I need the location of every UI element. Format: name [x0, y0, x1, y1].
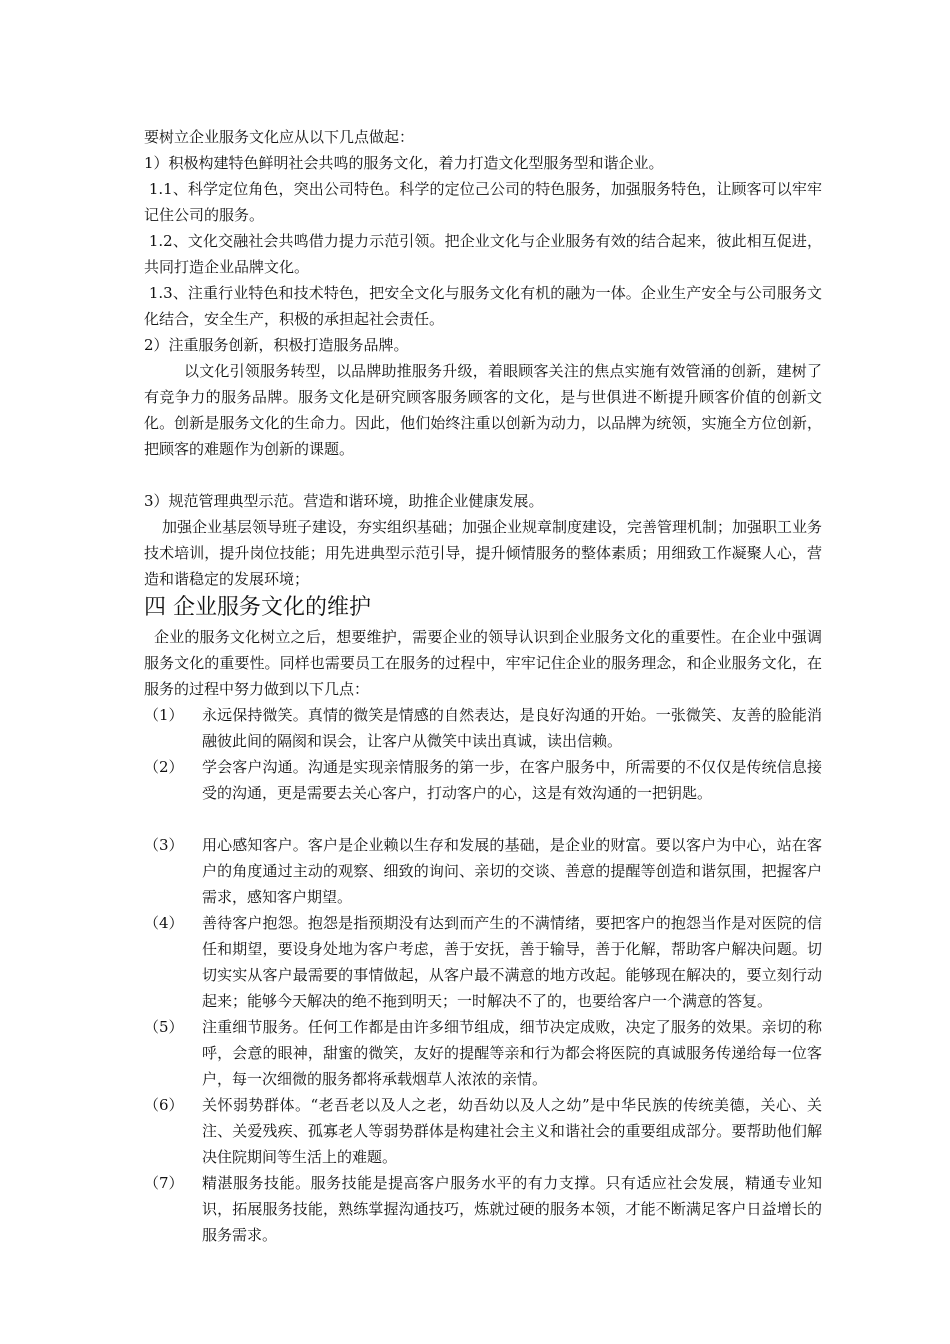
list-item-number: （4） [144, 914, 184, 932]
maintenance-list [144, 702, 822, 1248]
list-item-number: （2） [144, 758, 184, 776]
list-item-text: 关怀弱势群体。“老吾老以及人之老，幼吾幼以及人之幼”是中华民族的传统美德，关心、关注、关爱残疾、孤寡老人等弱势群体是构建社会主义和谐社会的重要组成部分。要帮助他们解决住院期间等生活上的难题。 [202, 1096, 822, 1166]
section-2-body: 以文化引领服务转型，以品牌助推服务升级，着眼顾客关注的焦点实施有效管涌的创新，建树了有竞争力的服务品牌。服务文化是研究顾客服务顾客的文化，是与世俱进不断提升顾客价值的创新文化。创新是服务文化的生命力。因此，他们始终注重以创新为动力，以品牌为统领，实施全方位创新，把顾客的难题作为创新的课题。 [144, 362, 822, 458]
list-item-text: 注重细节服务。任何工作都是由许多细节组成，细节决定成败，决定了服务的效果。亲切的称呼，会意的眼神，甜蜜的微笑，友好的提醒等亲和行为都会将医院的真诚服务传递给每一位客户，每一次细微的服务都将承载烟草人浓浓的亲情。 [202, 1018, 822, 1088]
list-item-text: 精湛服务技能。服务技能是提高客户服务水平的有力支撑。只有适应社会发展，精通专业知识，拓展服务技能，熟练掌握沟通技巧，炼就过硬的服务本领，才能不断满足客户日益增长的服务需求。 [202, 1174, 822, 1244]
list-item-text: 学会客户沟通。沟通是实现亲情服务的第一步，在客户服务中，所需要的不仅仅是传统信息接受的沟通，更是需要去关心客户，打动客户的心，这是有效沟通的一把钥匙。 [202, 758, 822, 802]
list-item [144, 754, 822, 806]
list-item-number: （7） [144, 1174, 184, 1192]
blank-line [144, 462, 822, 488]
blank-line [144, 806, 822, 832]
section-3-title: 3）规范管理典型示范。营造和谐环境，助推企业健康发展。 [144, 492, 544, 510]
list-item-text: 善待客户抱怨。抱怨是指预期没有达到而产生的不满情绪，要把客户的抱怨当作是对医院的信任和期望，要设身处地为客户考虑，善于安抚，善于输导，善于化解，帮助客户解决问题。切切实实从客户最需要的事情做起，从客户最不满意的地方改起。能够现在解决的，要立刻行动起来；能够今天解决的绝不拖到明天；一时解决不了的，也要给客户一个满意的答复。 [202, 914, 822, 1010]
list-item [144, 1092, 822, 1170]
list-item [144, 1014, 822, 1092]
section-1-title: 1）积极构建特色鲜明社会共鸣的服务文化，着力打造文化型服务型和谐企业。 [144, 154, 664, 172]
intro-line: 要树立企业服务文化应从以下几点做起： [144, 128, 415, 146]
section-1-3: 1.3、注重行业特色和技术特色，把安全文化与服务文化有机的融为一体。企业生产安全与公司服务文化结合，安全生产，积极的承担起社会责任。 [144, 284, 822, 328]
list-item [144, 910, 822, 1014]
list-item-number: （5） [144, 1018, 184, 1036]
list-item [144, 1170, 822, 1248]
list-item-number: （1） [144, 706, 184, 724]
document-page [144, 124, 822, 1248]
section-2-title: 2）注重服务创新，积极打造服务品牌。 [144, 336, 409, 354]
section-4-body: 企业的服务文化树立之后，想要维护，需要企业的领导认识到企业服务文化的重要性。在企业中强调服务文化的重要性。同样也需要员工在服务的过程中，牢牢记住企业的服务理念，和企业服务文化，在服务的过程中努力做到以下几点： [144, 628, 822, 698]
section-4-heading: 四 企业服务文化的维护 [144, 595, 371, 620]
list-item-number: （6） [144, 1096, 184, 1114]
list-item-number: （3） [144, 836, 184, 854]
list-item [144, 832, 822, 910]
list-item [144, 702, 822, 754]
section-1-2: 1.2、文化交融社会共鸣借力提力示范引领。把企业文化与企业服务有效的结合起来，彼此相互促进，共同打造企业品牌文化。 [144, 232, 822, 276]
section-1-1: 1.1、科学定位角色，突出公司特色。科学的定位己公司的特色服务，加强服务特色，让顾客可以牢牢记住公司的服务。 [144, 180, 822, 224]
section-3-body: 加强企业基层领导班子建设，夯实组织基础；加强企业规章制度建设，完善管理机制；加强职工业务技术培训，提升岗位技能；用先进典型示范引导，提升倾情服务的整体素质；用细致工作凝聚人心，营造和谐稳定的发展环境； [144, 518, 823, 588]
list-item-text: 用心感知客户。客户是企业赖以生存和发展的基础，是企业的财富。要以客户为中心，站在客户的角度通过主动的观察、细致的询问、亲切的交谈、善意的提醒等创造和谐氛围，把握客户需求，感知客户期望。 [202, 836, 822, 906]
list-item-text: 永远保持微笑。真情的微笑是情感的自然表达，是良好沟通的开始。一张微笑、友善的脸能消融彼此间的隔阂和误会，让客户从微笑中读出真诚，读出信赖。 [202, 706, 822, 750]
